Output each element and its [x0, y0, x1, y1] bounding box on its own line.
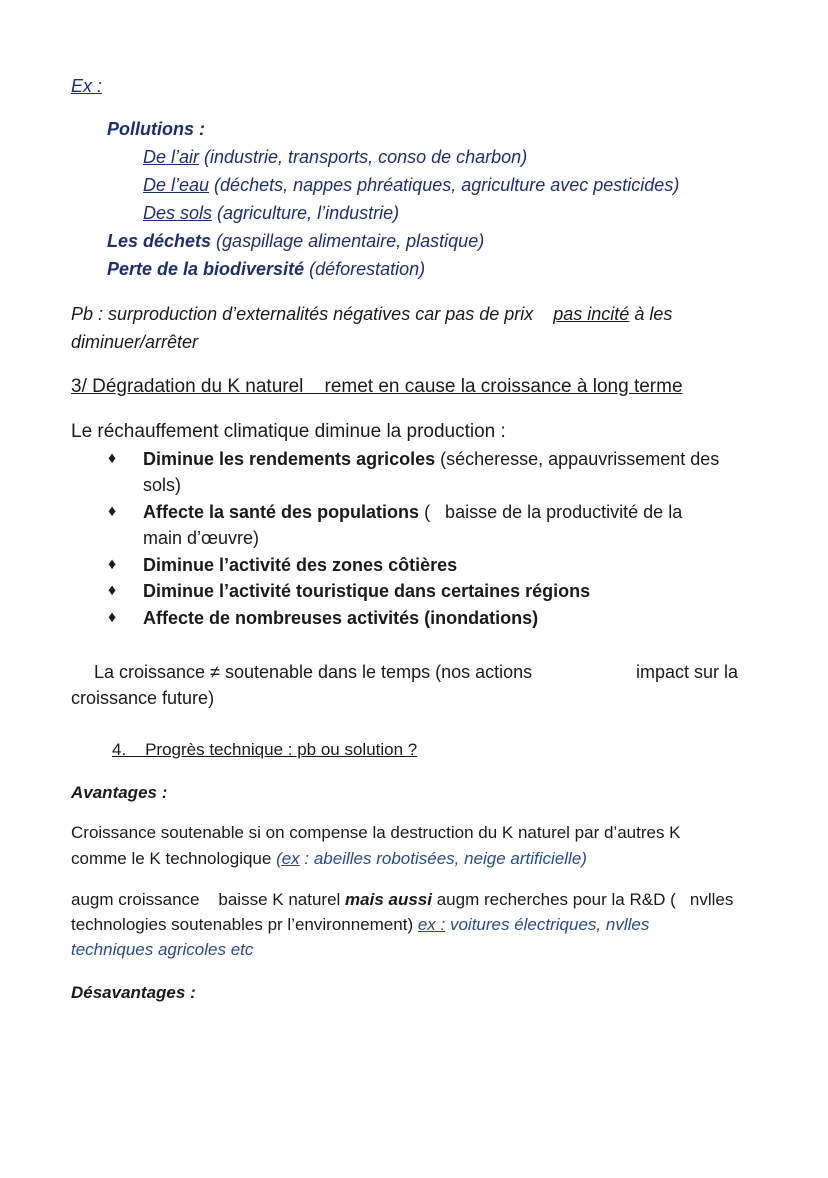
p1-line-2-text: comme le K technologique — [71, 849, 277, 868]
p1-line-2 — [71, 849, 587, 869]
conclusion-line-1a: La croissance ≠ soutenable dans le temps (nos actions — [94, 662, 533, 682]
p2-line-3: techniques agricoles etc — [71, 940, 254, 959]
p2-line-1 — [71, 890, 733, 910]
pollution-eau — [143, 175, 679, 196]
biodiversite-label: Perte de la biodiversité — [107, 259, 305, 279]
pb-text-b: pas incité — [553, 304, 630, 324]
p2-text-b: augm recherches pour la R&D ( nvlles — [431, 890, 734, 909]
p1-line-1: Croissance soutenable si on compense la destruction du K naturel par d’autres K — [71, 823, 681, 842]
point-2-cont: main d’œuvre) — [143, 528, 260, 548]
p2-ex-rest: voitures électriques, nvlles — [445, 915, 650, 934]
pb-text-c: à les — [629, 304, 673, 324]
section3-title: 3/ Dégradation du K naturel remet en cause la croissance à long terme — [71, 376, 683, 397]
point-3: Diminue l’activité des zones côtières — [143, 555, 458, 575]
point-2 — [143, 502, 682, 523]
pollutions-title: Pollutions : — [107, 119, 205, 139]
pollution-sols — [143, 203, 399, 224]
section3-intro: Le réchauffement climatique diminue la production : — [71, 421, 506, 442]
pb-line-1 — [71, 304, 672, 325]
pollution-air-detail: (industrie, transports, conso de charbon) — [199, 147, 528, 167]
section4-title: 4. Progrès technique : pb ou solution ? — [112, 740, 418, 759]
dechets-detail: (gaspillage alimentaire, plastique) — [211, 231, 485, 251]
p2-line-2-text: technologies soutenables pr l’environnement) — [71, 915, 418, 934]
diamond-bullet-icon: ♦ — [108, 582, 117, 599]
point-5: Affecte de nombreuses activités (inondations) — [143, 608, 539, 628]
p2-ex-label: ex : — [417, 915, 446, 934]
p1-ex-rest: : abeilles robotisées, neige artificielle) — [299, 849, 587, 868]
pollution-eau-detail: (déchets, nappes phréatiques, agriculture avec pesticides) — [209, 175, 680, 195]
conclusion-line-2: croissance future) — [71, 688, 215, 708]
biodiversite-line — [107, 259, 425, 280]
dechets-line — [107, 231, 484, 252]
diamond-bullet-icon: ♦ — [108, 503, 117, 520]
diamond-bullet-icon: ♦ — [108, 556, 117, 573]
desavantages-heading: Désavantages : — [71, 983, 196, 1002]
point-2-rest: ( baisse de la productivité de la — [419, 502, 683, 522]
avantages-heading: Avantages : — [71, 783, 168, 802]
point-1-bold: Diminue les rendements agricoles — [143, 449, 436, 469]
pollution-sols-detail: (agriculture, l’industrie) — [212, 203, 400, 223]
point-1-rest: (sécheresse, appauvrissement des — [435, 449, 720, 469]
pb-text-a: Pb : surproduction d’externalités négatives car pas de prix — [71, 304, 534, 324]
pollution-air — [143, 147, 527, 168]
diamond-bullet-icon: ♦ — [108, 609, 117, 626]
pollution-sols-label: Des sols — [143, 203, 213, 223]
pollution-eau-label: De l’eau — [143, 175, 210, 195]
p1-ex-label: (ex — [276, 849, 300, 868]
conclusion-line-1b: impact sur la — [636, 662, 739, 682]
diamond-bullet-icon: ♦ — [108, 450, 117, 467]
point-4: Diminue l’activité touristique dans certaines régions — [143, 581, 591, 601]
biodiversite-detail: (déforestation) — [304, 259, 426, 279]
point-1 — [143, 449, 758, 470]
point-2-bold: Affecte la santé des populations — [143, 502, 420, 522]
pb-line-2: diminuer/arrêter — [71, 332, 199, 352]
p2-line-2 — [71, 915, 649, 935]
point-1-cont: sols) — [143, 475, 182, 495]
dechets-label: Les déchets — [107, 231, 212, 251]
p2-text-a: augm croissance baisse K naturel — [71, 890, 346, 909]
ex-heading: Ex : — [71, 76, 103, 96]
p2-bold: mais aussi — [345, 890, 432, 909]
pollution-air-label: De l’air — [143, 147, 200, 167]
